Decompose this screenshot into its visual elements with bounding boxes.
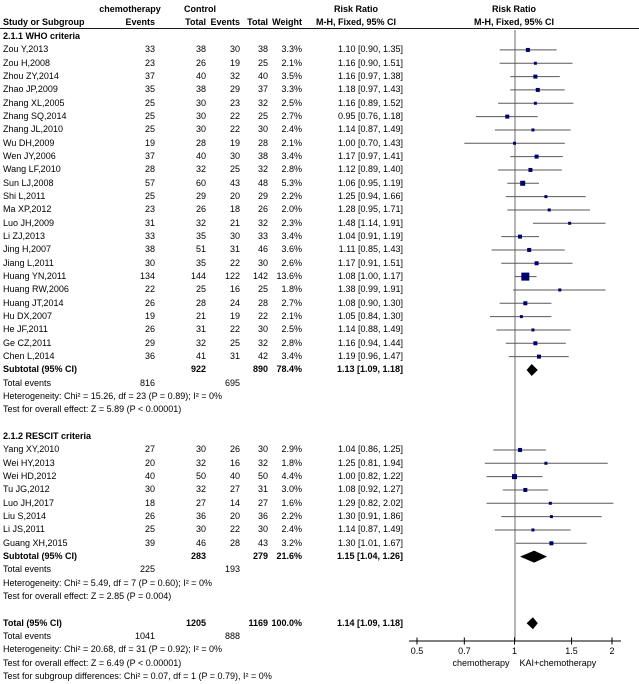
- chemo-events: 31: [144, 217, 155, 228]
- chemo-total: 144: [190, 271, 206, 281]
- total-events-chemo: 1041: [134, 631, 155, 642]
- weight-value: 2.5%: [281, 324, 302, 335]
- risk-ratio-ci-text: 1.28 [0.95, 1.71]: [337, 204, 403, 215]
- control-total: 32: [257, 337, 268, 348]
- chemo-events: 22: [144, 284, 155, 295]
- control-total: 279: [252, 551, 268, 562]
- control-events: 30: [229, 151, 240, 161]
- control-total: 22: [257, 311, 268, 321]
- control-total: 30: [257, 257, 268, 268]
- control-events: 22: [229, 111, 240, 121]
- subgroup-difference-text: Test for subgroup differences: Chi² = 0.07, df = 1 (P = 0.79), I² = 0%: [3, 671, 272, 682]
- chemo-total: 26: [195, 57, 206, 68]
- chemo-total: 51: [195, 244, 206, 255]
- weight-value: 2.5%: [281, 97, 302, 108]
- risk-ratio-ci-text: 1.14 [1.09, 1.18]: [336, 617, 403, 628]
- weight-value: 78.4%: [276, 364, 302, 375]
- weight-value: 21.6%: [276, 551, 302, 562]
- study-name: Ma XP,2012: [3, 204, 52, 215]
- chemo-events: 33: [144, 231, 155, 241]
- control-total: 46: [257, 244, 268, 255]
- risk-ratio-ci-text: 1.04 [0.86, 1.25]: [337, 444, 403, 455]
- chemo-total: 40: [195, 151, 206, 161]
- chemo-total: 30: [195, 444, 206, 455]
- study-name: Li JS,2011: [3, 524, 45, 535]
- control-events: 21: [229, 217, 240, 228]
- pooled-label: Total (95% CI): [3, 617, 62, 628]
- control-events: 32: [229, 71, 240, 81]
- weight-value: 3.0%: [281, 484, 302, 495]
- chemotherapy-group-header: chemotherapy: [99, 4, 161, 14]
- weight-value: 1.6%: [281, 497, 302, 508]
- chemo-total: 1205: [185, 617, 206, 628]
- control-events: 14: [229, 497, 240, 508]
- weight-value: 3.4%: [281, 231, 302, 241]
- chemo-total: 30: [195, 124, 206, 135]
- risk-ratio-ci-text: 1.14 [0.87, 1.49]: [337, 124, 403, 135]
- control-events: 31: [229, 351, 240, 362]
- pooled-label: Subtotal (95% CI): [3, 551, 78, 562]
- control-total: 40: [257, 71, 268, 81]
- chemo-total: 50: [195, 471, 206, 482]
- weight-value: 2.2%: [281, 191, 302, 201]
- chemo-total: 32: [195, 337, 206, 348]
- risk-ratio-ci-text: 1.16 [0.97, 1.38]: [337, 71, 403, 81]
- study-name: Hu DX,2007: [3, 311, 53, 321]
- chemo-events: 26: [144, 297, 155, 308]
- chemo-events: 57: [144, 177, 155, 188]
- risk-ratio-ci-text: 1.25 [0.94, 1.66]: [337, 191, 403, 201]
- total-events-control: 888: [224, 631, 240, 642]
- risk-ratio-ci-text: 1.04 [0.91, 1.19]: [337, 231, 403, 241]
- weight-value: 2.8%: [281, 164, 302, 175]
- weight-value: 2.2%: [281, 511, 302, 522]
- weight-value: 2.9%: [281, 444, 302, 455]
- heterogeneity-text: Heterogeneity: Chi² = 20.68, df = 31 (P = 0.92); I² = 0%: [3, 644, 222, 655]
- risk-ratio-ci-text: 1.30 [1.01, 1.67]: [337, 537, 403, 548]
- control-events: 22: [229, 324, 240, 335]
- control-events: 16: [229, 284, 240, 295]
- risk-ratio-ci-text: 1.08 [0.90, 1.30]: [337, 297, 403, 308]
- control-total: 890: [252, 364, 268, 375]
- risk-ratio-ci-text: 1.25 [0.81, 1.94]: [337, 457, 403, 468]
- chemo-total: 41: [195, 351, 206, 362]
- chemo-total: 30: [195, 111, 206, 121]
- study-name: Luo JH,2009: [3, 217, 55, 228]
- control-total: 43: [257, 537, 268, 548]
- weight-value: 2.1%: [281, 137, 302, 148]
- study-name: Shi L,2011: [3, 191, 46, 201]
- risk-ratio-ci-text: 1.19 [0.96, 1.47]: [337, 351, 403, 362]
- chemo-events: 20: [144, 457, 155, 468]
- total2-column-header: Total: [247, 17, 268, 27]
- weight-value: 3.3%: [281, 44, 302, 55]
- total-events-label: Total events: [3, 631, 52, 642]
- risk-ratio-ci-text: 1.16 [0.89, 1.52]: [337, 97, 403, 108]
- chemo-total: 283: [190, 551, 206, 562]
- risk-ratio-plot-header: Risk Ratio: [491, 4, 537, 14]
- control-events: 28: [229, 537, 240, 548]
- weight-value: 3.4%: [281, 151, 302, 161]
- weight-value: 5.3%: [281, 177, 302, 188]
- axis-label-right: KAI+chemotherapy: [519, 658, 597, 668]
- weight-value: 3.6%: [281, 244, 302, 255]
- pooled-label: Subtotal (95% CI): [3, 364, 78, 375]
- control-total: 32: [257, 164, 268, 175]
- chemo-events: 23: [144, 57, 155, 68]
- chemo-events: 30: [144, 257, 155, 268]
- control-events: 25: [229, 337, 240, 348]
- chemo-events: 38: [144, 244, 155, 255]
- method-column-header: M-H, Fixed, 95% CI: [315, 17, 397, 27]
- study-name: Jiang L,2011: [3, 257, 54, 268]
- events2-column-header: Events: [210, 17, 240, 27]
- chemo-total: 30: [195, 97, 206, 108]
- total-events-chemo: 816: [139, 377, 155, 388]
- weight-value: 3.4%: [281, 351, 302, 362]
- chemo-total: 28: [195, 137, 206, 148]
- axis-tick-label: 0.5: [410, 646, 424, 656]
- chemo-events: 25: [144, 97, 155, 108]
- total-events-label: Total events: [3, 564, 52, 575]
- risk-ratio-ci-text: 1.08 [1.00, 1.17]: [337, 271, 403, 281]
- overall-effect-text: Test for overall effect: Z = 2.85 (P = 0.004): [3, 591, 172, 602]
- risk-ratio-ci-text: 1.15 [1.04, 1.26]: [336, 551, 403, 562]
- weight-value: 2.7%: [281, 111, 302, 121]
- weight-value: 2.1%: [281, 57, 302, 68]
- weight-value: 3.2%: [281, 537, 302, 548]
- chemo-total: 60: [195, 177, 206, 188]
- control-group-header: Control: [184, 4, 216, 14]
- study-name: Chen L,2014: [3, 351, 55, 362]
- control-events: 24: [229, 297, 240, 308]
- chemo-total: 31: [195, 324, 206, 335]
- axis-tick-label: 1: [511, 646, 518, 656]
- chemo-events: 19: [144, 137, 155, 148]
- chemo-total: 21: [195, 311, 206, 321]
- control-total: 30: [257, 324, 268, 335]
- study-name: Li ZJ,2013: [3, 231, 46, 241]
- chemo-total: 36: [195, 511, 206, 522]
- control-total: 28: [257, 297, 268, 308]
- chemo-events: 33: [144, 44, 155, 55]
- study-name: Luo JH,2017: [3, 497, 55, 508]
- weight-value: 2.3%: [281, 217, 302, 228]
- control-events: 19: [229, 57, 240, 68]
- total-events-label: Total events: [3, 377, 52, 388]
- study-name: Zou Y,2013: [3, 44, 49, 55]
- control-events: 40: [229, 471, 240, 482]
- weight-value: 2.6%: [281, 257, 302, 268]
- chemo-events: 25: [144, 524, 155, 535]
- study-name: Zhou ZY,2014: [3, 71, 59, 81]
- weight-value: 3.5%: [281, 71, 302, 81]
- chemo-events: 29: [144, 337, 155, 348]
- control-total: 36: [257, 511, 268, 522]
- control-total: 30: [257, 124, 268, 135]
- chemo-events: 28: [144, 164, 155, 175]
- control-total: 38: [257, 44, 268, 55]
- chemo-events: 26: [144, 324, 155, 335]
- chemo-total: 32: [195, 484, 206, 495]
- study-name: Huang YN,2011: [3, 271, 67, 281]
- risk-ratio-ci-text: 1.05 [0.84, 1.30]: [337, 311, 403, 321]
- method-plot-header: M-H, Fixed, 95% CI: [473, 17, 555, 27]
- axis-tick-label: 1.5: [565, 646, 578, 656]
- risk-ratio-ci-text: 1.16 [0.90, 1.51]: [337, 57, 403, 68]
- chemo-events: 25: [144, 191, 155, 201]
- control-total: 32: [257, 217, 268, 228]
- control-events: 19: [229, 311, 240, 321]
- chemo-total: 40: [195, 71, 206, 81]
- axis-label-left: chemotherapy: [452, 658, 510, 668]
- chemo-events: 36: [144, 351, 155, 362]
- chemo-total: 38: [195, 44, 206, 55]
- chemo-events: 25: [144, 111, 155, 121]
- overall-effect-text: Test for overall effect: Z = 5.89 (P < 0.00001): [3, 404, 182, 415]
- chemo-events: 25: [144, 124, 155, 135]
- weight-value: 100.0%: [271, 617, 302, 628]
- control-total: 28: [257, 137, 268, 148]
- weight-value: 2.4%: [281, 524, 302, 535]
- subgroup-title: 2.1.1 WHO criteria: [3, 31, 81, 41]
- chemo-total: 25: [195, 284, 206, 295]
- chemo-total: 38: [195, 84, 206, 95]
- study-name: Zhao JP,2009: [3, 84, 58, 95]
- study-name: Ge CZ,2011: [3, 337, 52, 348]
- weight-value: 2.0%: [281, 204, 302, 215]
- control-total: 37: [257, 84, 268, 95]
- weight-value: 1.8%: [281, 457, 302, 468]
- control-events: 43: [229, 177, 240, 188]
- study-name: Yang XY,2010: [3, 444, 60, 455]
- control-total: 31: [257, 484, 268, 495]
- heterogeneity-text: Heterogeneity: Chi² = 5.49, df = 7 (P = 0.60); I² = 0%: [3, 577, 212, 588]
- control-events: 16: [229, 457, 240, 468]
- risk-ratio-ci-text: 1.17 [0.91, 1.51]: [337, 257, 403, 268]
- control-events: 30: [229, 231, 240, 241]
- total1-column-header: Total: [185, 17, 206, 27]
- risk-ratio-ci-text: 1.16 [0.94, 1.44]: [337, 337, 403, 348]
- control-events: 27: [229, 484, 240, 495]
- study-name: Huang JT,2014: [3, 297, 64, 308]
- control-events: 22: [229, 124, 240, 135]
- study-name: Zou H,2008: [3, 57, 51, 68]
- weight-value: 2.7%: [281, 297, 302, 308]
- study-name: Wen JY,2006: [3, 151, 56, 161]
- control-events: 20: [229, 511, 240, 522]
- control-events: 29: [229, 84, 240, 95]
- chemo-total: 35: [195, 257, 206, 268]
- chemo-events: 27: [144, 444, 155, 455]
- control-total: 1169: [248, 617, 268, 628]
- study-name: Guang XH,2015: [3, 537, 68, 548]
- risk-ratio-ci-text: 0.95 [0.76, 1.18]: [337, 111, 403, 121]
- control-total: 25: [257, 284, 268, 295]
- chemo-events: 23: [144, 204, 155, 215]
- study-name: He JF,2011: [3, 324, 48, 335]
- risk-ratio-column-header: Risk Ratio: [333, 4, 379, 14]
- subgroup-title: 2.1.2 RESCIT criteria: [3, 431, 92, 442]
- study-name: Jing H,2007: [3, 244, 52, 255]
- control-total: 50: [257, 471, 268, 482]
- risk-ratio-ci-text: 1.29 [0.82, 2.02]: [337, 497, 403, 508]
- study-name: Wei HD,2012: [3, 471, 57, 482]
- weight-column-header: Weight: [272, 17, 302, 27]
- control-events: 26: [229, 444, 240, 455]
- risk-ratio-ci-text: 1.00 [0.82, 1.22]: [337, 471, 403, 482]
- chemo-total: 32: [195, 457, 206, 468]
- chemo-events: 35: [144, 84, 155, 95]
- study-name: Tu JG,2012: [3, 484, 50, 495]
- study-name: Wei HY,2013: [3, 457, 55, 468]
- risk-ratio-ci-text: 1.00 [0.70, 1.43]: [337, 137, 403, 148]
- weight-value: 13.6%: [276, 271, 302, 281]
- control-events: 20: [229, 191, 240, 201]
- overall-effect-text: Test for overall effect: Z = 6.49 (P < 0.00001): [3, 657, 182, 668]
- risk-ratio-ci-text: 1.38 [0.99, 1.91]: [337, 284, 403, 295]
- control-total: 32: [257, 457, 268, 468]
- control-events: 22: [229, 524, 240, 535]
- study-name: Wu DH,2009: [3, 137, 55, 148]
- chemo-events: 30: [144, 484, 155, 495]
- total-events-control: 695: [224, 377, 240, 388]
- control-total: 29: [257, 191, 268, 201]
- chemo-total: 27: [195, 497, 206, 508]
- chemo-total: 32: [195, 217, 206, 228]
- control-total: 25: [257, 111, 268, 121]
- control-total: 30: [257, 444, 268, 455]
- total-events-chemo: 225: [139, 564, 155, 575]
- control-total: 48: [257, 177, 268, 188]
- total-events-control: 193: [224, 564, 240, 575]
- control-total: 25: [257, 57, 268, 68]
- weight-value: 2.8%: [281, 337, 302, 348]
- control-events: 18: [229, 204, 240, 215]
- study-name: Zhang XL,2005: [3, 97, 65, 108]
- control-events: 25: [229, 164, 240, 175]
- chemo-events: 19: [144, 311, 155, 321]
- control-total: 42: [257, 351, 268, 362]
- risk-ratio-ci-text: 1.18 [0.97, 1.43]: [337, 84, 403, 95]
- risk-ratio-ci-text: 1.08 [0.92, 1.27]: [337, 484, 403, 495]
- control-events: 19: [229, 137, 240, 148]
- control-total: 27: [257, 497, 268, 508]
- chemo-events: 37: [144, 151, 155, 161]
- weight-value: 4.4%: [281, 471, 302, 482]
- control-total: 26: [257, 204, 268, 215]
- chemo-total: 32: [195, 164, 206, 175]
- control-events: 122: [224, 271, 240, 281]
- axis-tick-label: 2: [609, 646, 615, 656]
- chemo-total: 46: [195, 537, 206, 548]
- risk-ratio-ci-text: 1.14 [0.88, 1.49]: [337, 324, 403, 335]
- chemo-total: 26: [195, 204, 206, 215]
- control-total: 32: [257, 97, 268, 108]
- study-name: Zhang JL,2010: [3, 124, 64, 135]
- control-total: 142: [252, 271, 268, 281]
- chemo-events: 40: [144, 471, 155, 482]
- chemo-total: 30: [195, 524, 206, 535]
- control-total: 33: [257, 231, 268, 241]
- control-total: 38: [257, 151, 268, 161]
- control-events: 30: [229, 44, 240, 55]
- study-column-header: Study or Subgroup: [3, 17, 85, 27]
- study-name: Zhang SQ,2014: [3, 111, 67, 121]
- control-events: 23: [229, 97, 240, 108]
- chemo-total: 35: [195, 231, 206, 241]
- study-name: Huang RW,2006: [3, 284, 69, 295]
- control-events: 31: [229, 244, 240, 255]
- study-name: Wang LF,2010: [3, 164, 61, 175]
- weight-value: 2.1%: [281, 311, 302, 321]
- risk-ratio-ci-text: 1.48 [1.14, 1.91]: [337, 217, 403, 228]
- study-name: Sun LJ,2008: [3, 177, 54, 188]
- weight-value: 3.3%: [281, 84, 302, 95]
- weight-value: 1.8%: [281, 284, 302, 295]
- chemo-events: 26: [144, 511, 155, 522]
- risk-ratio-ci-text: 1.10 [0.90, 1.35]: [337, 44, 403, 55]
- risk-ratio-ci-text: 1.11 [0.85, 1.43]: [338, 244, 403, 255]
- risk-ratio-ci-text: 1.06 [0.95, 1.19]: [337, 177, 403, 188]
- chemo-events: 134: [139, 271, 155, 281]
- axis-tick-label: 0.7: [458, 646, 471, 656]
- chemo-events: 39: [144, 537, 155, 548]
- chemo-events: 18: [144, 497, 155, 508]
- risk-ratio-ci-text: 1.17 [0.97, 1.41]: [337, 151, 403, 161]
- chemo-total: 29: [195, 191, 206, 201]
- weight-value: 2.4%: [281, 124, 302, 135]
- risk-ratio-ci-text: 1.14 [0.87, 1.49]: [337, 524, 403, 535]
- heterogeneity-text: Heterogeneity: Chi² = 15.26, df = 23 (P = 0.89); I² = 0%: [3, 391, 222, 402]
- chemo-events: 37: [144, 71, 155, 81]
- risk-ratio-ci-text: 1.30 [0.91, 1.86]: [337, 511, 403, 522]
- events1-column-header: Events: [125, 17, 155, 27]
- risk-ratio-ci-text: 1.13 [1.09, 1.18]: [336, 364, 403, 375]
- risk-ratio-ci-text: 1.12 [0.89, 1.40]: [337, 164, 403, 175]
- chemo-total: 922: [190, 364, 206, 375]
- control-events: 22: [229, 257, 240, 268]
- study-name: Liu S,2014: [3, 511, 47, 522]
- chemo-total: 28: [195, 297, 206, 308]
- control-total: 30: [257, 524, 268, 535]
